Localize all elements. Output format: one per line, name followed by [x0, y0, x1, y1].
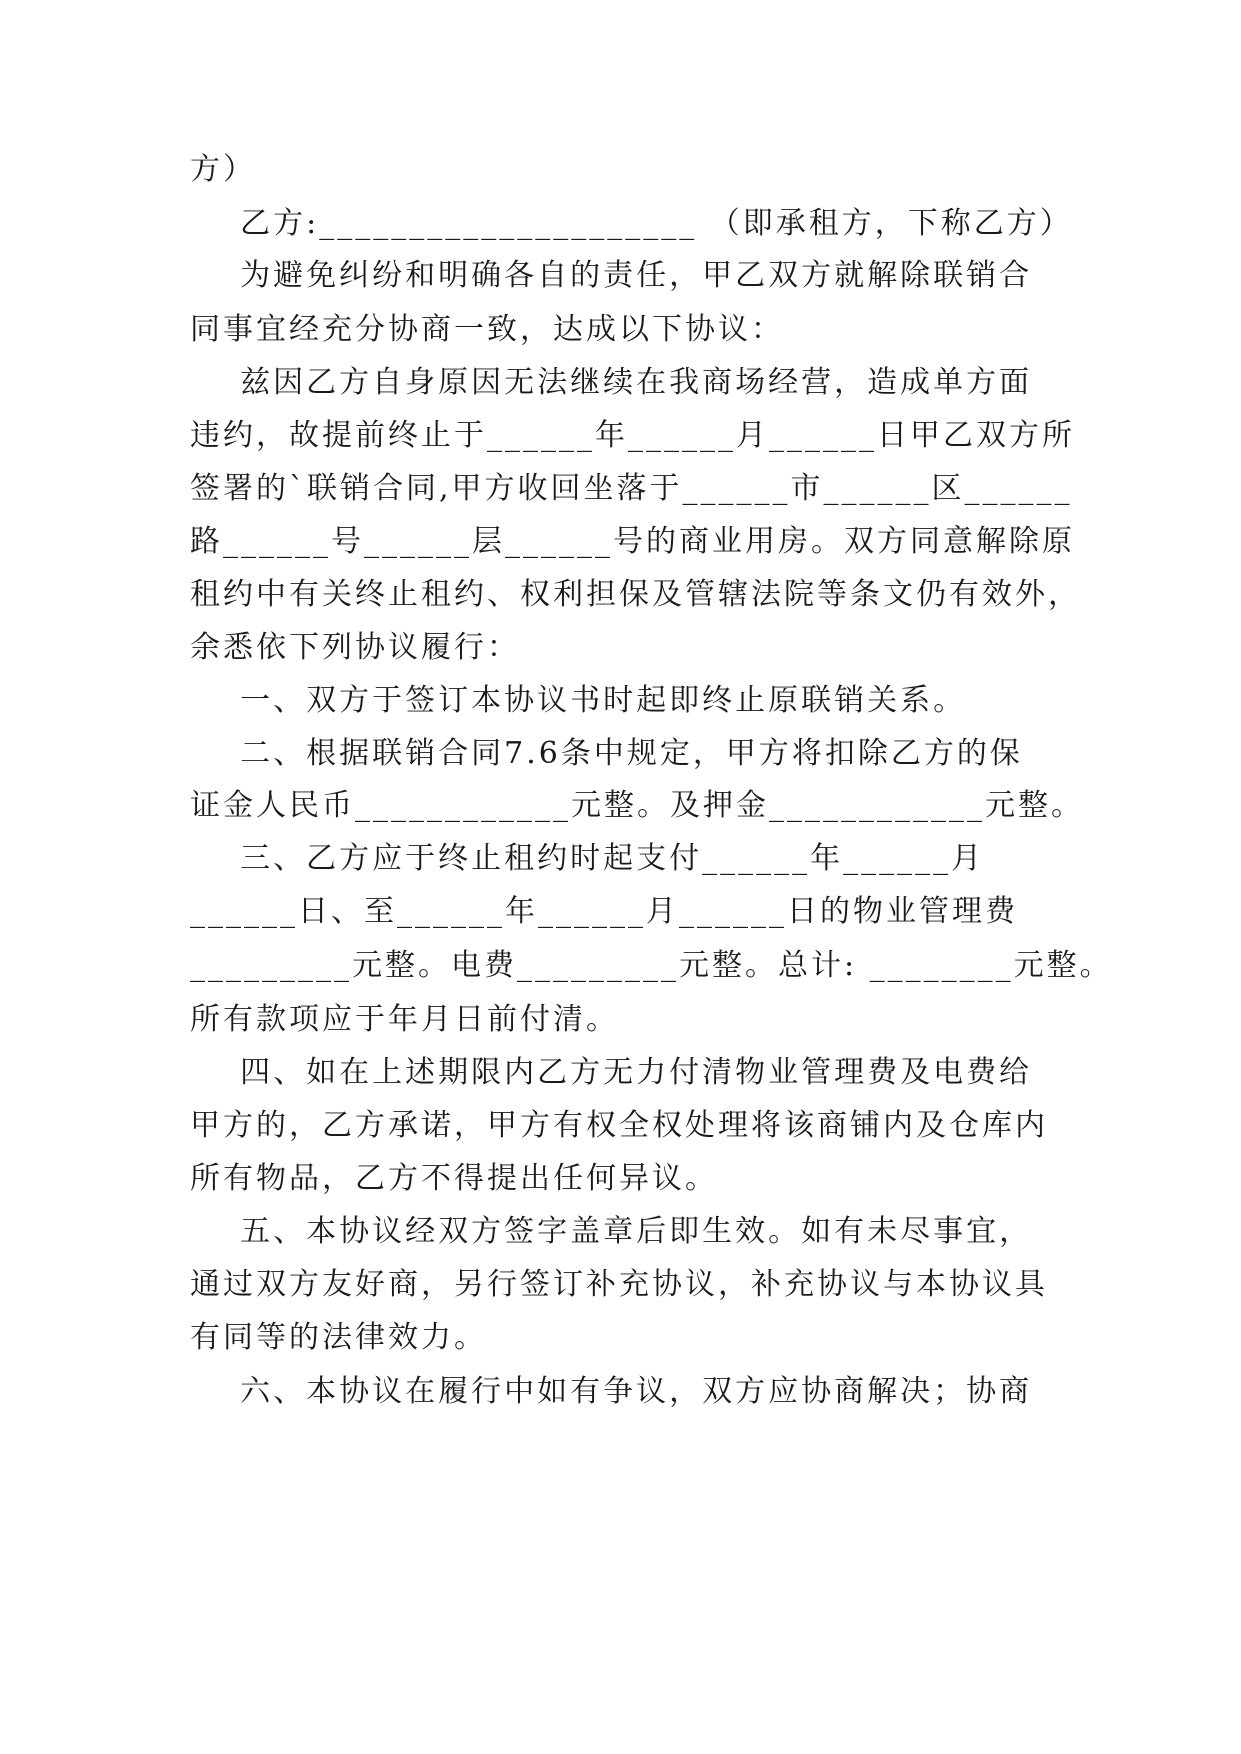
text-line: 违约，故提前终止于______年______月______日甲乙双方所	[190, 418, 1075, 453]
text-line: _________元整。电费_________元整。总计: ________元整。	[190, 948, 1113, 983]
text-line: ______日、至______年______月______日的物业管理费	[190, 894, 1018, 929]
text-line: 乙方:_____________________ （即承租方，下称乙方）	[190, 206, 1073, 241]
text-line: 方）	[190, 152, 256, 187]
text-line: 同事宜经充分协商一致，达成以下协议：	[190, 312, 784, 347]
text-line: 三、乙方应于终止租约时起支付______年______月	[190, 841, 985, 876]
text-line: 四、如在上述期限内乙方无力付清物业管理费及电费给	[190, 1055, 1033, 1090]
text-line: 有同等的法律效力。	[190, 1320, 487, 1355]
text-line: 通过双方友好商，另行签订补充协议，补充协议与本协议具	[190, 1267, 1048, 1302]
text-line: 为避免纠纷和明确各自的责任，甲乙双方就解除联销合	[190, 258, 1033, 293]
text-line: 所有款项应于年月日前付清。	[190, 1002, 619, 1037]
text-line: 租约中有关终止租约、权利担保及管辖法院等条文仍有效外，	[190, 577, 1081, 612]
text-line: 证金人民币____________元整。及押金____________元整。	[190, 788, 1084, 823]
text-line: 兹因乙方自身原因无法继续在我商场经营，造成单方面	[190, 365, 1033, 400]
text-line: 六、本协议在履行中如有争议，双方应协商解决；协商	[190, 1374, 1033, 1409]
text-line: 所有物品，乙方不得提出任何异议。	[190, 1161, 718, 1196]
text-line: 余悉依下列协议履行：	[190, 630, 520, 665]
text-line: 甲方的，乙方承诺，甲方有权全权处理将该商铺内及仓库内	[190, 1108, 1048, 1143]
text-line: 五、本协议经双方签字盖章后即生效。如有未尽事宜，	[190, 1214, 1033, 1249]
text-line: 一、双方于签订本协议书时起即终止原联销关系。	[190, 683, 967, 718]
text-line: 签署的`联销合同,甲方收回坐落于______市______区______	[190, 471, 1073, 506]
text-line: 路______号______层______号的商业用房。双方同意解除原	[190, 524, 1075, 559]
text-line: 二、根据联销合同7.6条中规定，甲方将扣除乙方的保	[190, 736, 1023, 771]
